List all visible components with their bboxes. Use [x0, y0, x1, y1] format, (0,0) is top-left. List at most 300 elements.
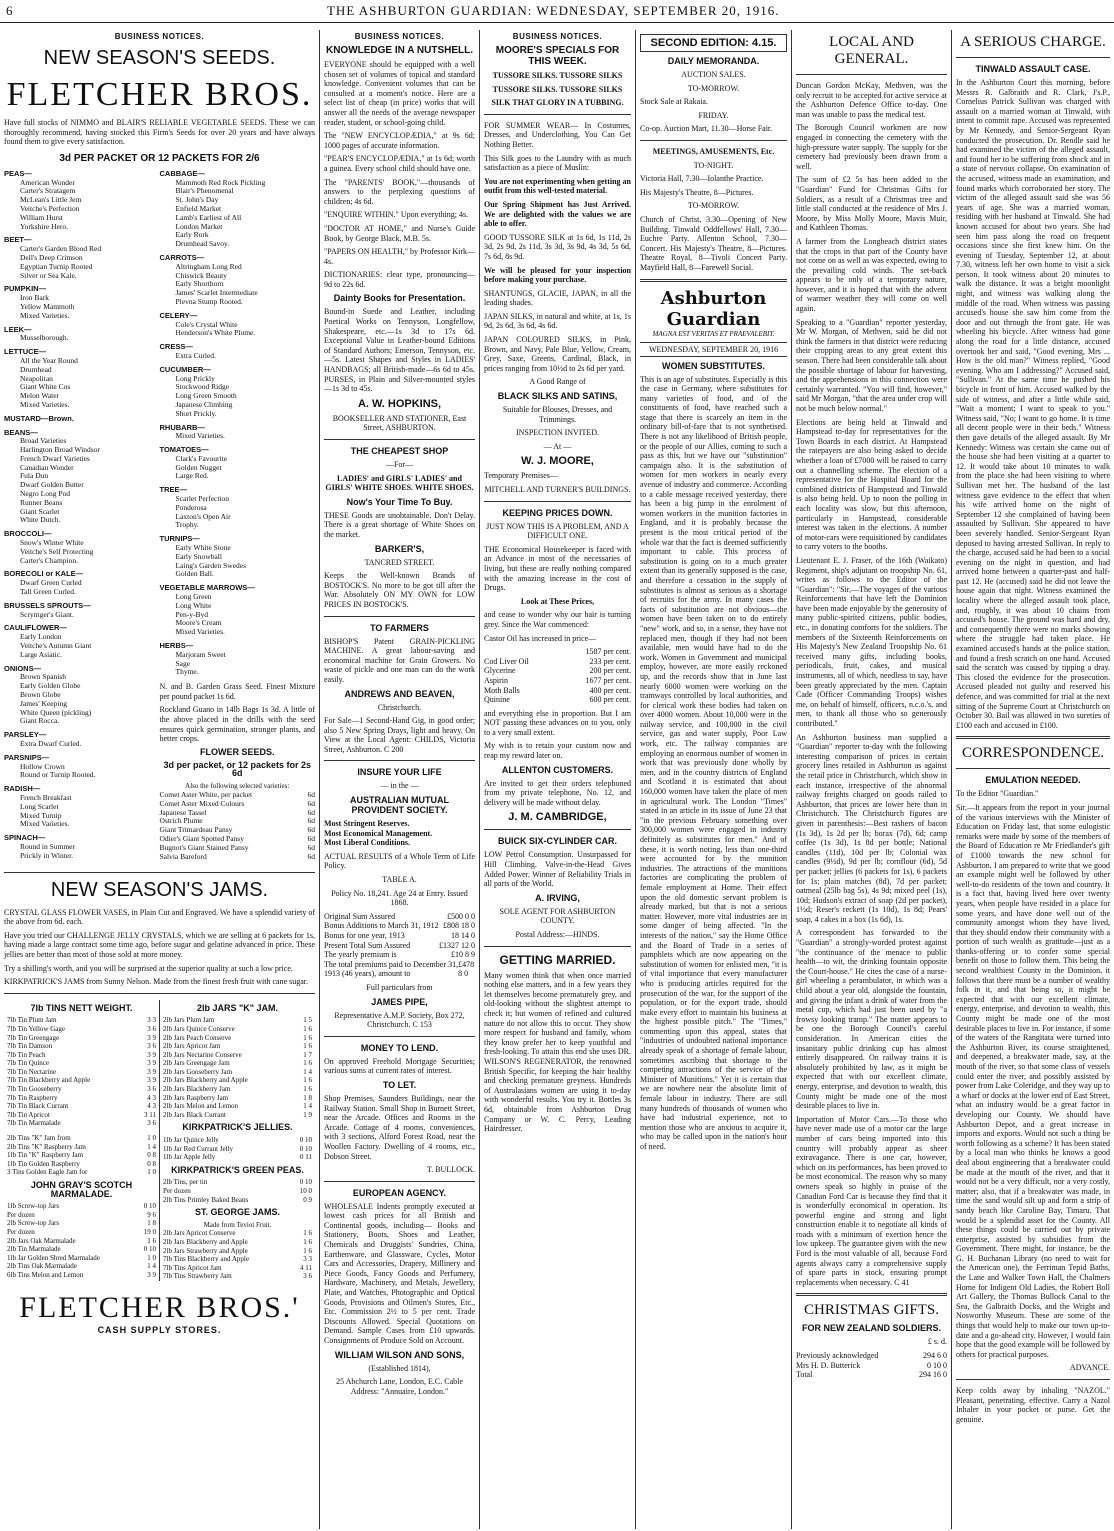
keeping-prices-text: THE Economical Housekeeper is faced with an Advance in most of the necessaries of living, but these are really nothing compared with the amazing increase in the cost of Drugs. [484, 544, 631, 593]
jams-heading: NEW SEASON'S JAMS. [50, 878, 269, 901]
column-business-3 [480, 30, 636, 1529]
seed-variety: American Wonder [20, 177, 75, 187]
seed-variety: Clark's Favourite [175, 453, 228, 463]
seed-variety: Chiswick Beauty [175, 270, 227, 280]
item-price: 3 9 [147, 1059, 156, 1068]
jam-row [163, 1042, 312, 1051]
seed-variety: Moore's Cream [175, 618, 222, 628]
seed-variety: Drumhead Savoy. [175, 239, 230, 249]
item-name: 1lb Tin Golden Raspberry [7, 1159, 80, 1168]
jelly-row [163, 1153, 312, 1162]
seed-group-name: PEAS— [4, 168, 32, 178]
item-price: 200 per cent. [589, 666, 631, 676]
jam-row [7, 1059, 156, 1068]
jars-heading: 2lb JARS "K" JAM. [196, 1002, 279, 1013]
item-price: 6d [307, 842, 315, 852]
seed-variety: James' Scarlet Intermediate [175, 288, 258, 298]
insure-results: ACTUAL RESULTS of a Whole Term of Life Policy. [324, 851, 475, 871]
insurance-row [324, 921, 475, 931]
allenton-text: Are invited to get their orders telephoned from my private telephone, No. 12, and delivery will be made without delay. [484, 778, 631, 807]
seed-variety: Early Golden Globe [20, 681, 81, 691]
item-price: 3 6 [147, 1085, 156, 1094]
nazol-ad: Keep colds away by inhaling "NAZOL." Pleasant, penetrating, effective. Carry a Nazol Inhaler in your pocket or purse. Get the genuine. [956, 1386, 1110, 1424]
item-name: Giant Trimardeau Pansy [159, 825, 233, 835]
item-name: 7lb Tin Greengage [7, 1033, 60, 1042]
wilson-est: (Established 1814), [368, 1363, 431, 1373]
victoria-line: Victoria Hall, 7.30—Iolanthe Practice. [640, 174, 764, 184]
andrews-name: ANDREWS AND BEAVEN, [344, 688, 455, 699]
flower-seed-row [160, 853, 316, 862]
keeping-prices-text: My wish is to retain your custom now and reap my reward later on. [484, 741, 631, 761]
item-price: 19 0 [143, 1227, 156, 1236]
serious-charge-heading: A SERIOUS CHARGE. [960, 34, 1106, 50]
seed-variety: Drumhead [20, 364, 52, 374]
item-name: 2lb Screw-top Jars [7, 1219, 60, 1228]
jam-row [7, 1134, 156, 1143]
item-price: 1 6 [303, 1076, 312, 1085]
wilson-name: WILLIAM WILSON AND SONS, [334, 1349, 465, 1360]
seed-variety: Extra Curled. [175, 350, 216, 360]
peas-row [163, 1178, 312, 1187]
jam-row [7, 1094, 156, 1103]
cheap-now: Now's Your Time To Buy. [346, 496, 453, 507]
knowledge-item: "PAPERS ON HEALTH," by Professor Kirk—4s. [324, 247, 475, 266]
seed-variety: Ponderosa [175, 502, 207, 512]
insure-society: AUSTRALIAN MUTUAL PROVIDENT SOCIETY. [350, 795, 449, 816]
item-name: 3 Tins Golden Eagle Jam for [7, 1168, 88, 1177]
seed-variety: Giant Rocca. [20, 716, 60, 726]
seed-variety: Short Prickly. [175, 408, 217, 418]
good-range: A Good Range of [529, 377, 586, 387]
item-price: £478 8 0 [458, 959, 475, 979]
item-name: The yearly premium is [324, 950, 397, 960]
item-name: 2lb Jars Strawberry and Apple [163, 1246, 248, 1255]
seed-group-name: CARROTS— [159, 252, 205, 262]
item-name: Original Sum Assured [324, 911, 396, 921]
item-name: 7lb Tin Quince [7, 1059, 50, 1068]
wilson-addr: 25 Abchurch Lane, London, E.C. Cable Address: "Annuaire, London." [336, 1377, 463, 1396]
jam-row [163, 1059, 312, 1068]
hopkins-name: A. W. HOPKINS, [357, 397, 442, 410]
item-name: 2lb Jars Raspberry Jam [163, 1093, 229, 1102]
item-name: 2lb Jars Oak Marmalade [7, 1236, 76, 1245]
stock-sale: Stock Sale at Rakaia. [640, 97, 708, 107]
kirkpatrick-peas-heading: KIRKPATRICK'S GREEN PEAS. [171, 1164, 304, 1175]
knowledge-item: "DOCTOR AT HOME," and Nurse's Guide Book, by George Black, M.B. 5s. [324, 223, 475, 243]
tomorrow-label: TO-MORROW. [687, 83, 740, 93]
keeping-prices-text: and cease to wonder why our hair is turning grey. Since the War commenced: [484, 610, 631, 629]
item-price: 1 4 [303, 1102, 312, 1111]
seed-variety: Prickly in Winter. [20, 850, 74, 860]
dateline: WEDNESDAY, SEPTEMBER 20, 1916 [640, 342, 787, 357]
item-name: 1lb Tin "K" Raspberry Jam [7, 1151, 84, 1160]
item-price: 4 3 [147, 1102, 156, 1111]
item-price: 3 6 [147, 1119, 156, 1128]
seed-variety: White Dutch. [20, 515, 61, 525]
item-name: 2lb Tins Oak Marmalade [7, 1262, 77, 1271]
seed-variety: Round in Summer [20, 841, 76, 851]
item-price: 1 6 [303, 1237, 312, 1246]
item-name: Japanese Tassel [159, 807, 207, 817]
seed-variety: Mixed Varieties. [20, 310, 70, 320]
seed-variety: St. John's Day [175, 195, 219, 205]
serious-charge-text: In the Ashburton Court this morning, before Messrs R. Galbraith and R. Clark, J's.P., Cornelius Patrick Sullivan was charged with assault on a married woman at Tinwald, with intent to commit rape. Accused was represented by Mr Kennedy, and Senior-Sergeant Ryan conducted the prosecution. Dr. Rendle said he had examined the victim of the alleged assault, and found her to be suffering from shock and in a state of nervous collapse. On examination of the accused, witness made an examination, and found marks which corroborated her story. The victim of the alleged assault said she was 56 years of age. She was a married woman, residing with her husband at Tinwald. She had known accused for about two years. She had seen him pass along the road on frequent occasions since she first knew him. On the evening of Tuesday, September 12, at about 7.30, witness left her own home to visit a sick person. It took witness about 20 minutes to walk the distance. It was a bright moonlight night, and witness was walking along the middle of the road. When witness was passing accused's house she saw him come from the door and out through the front gate. He was wheeling his bicycle. After witness had gone along the road for a little distance, accused overtook her and said, "Good evening, Mrs ... How is the old man?" Witness replied, "Good evening. Who am I addressing?" Accused said, "Sullivan." At the same time he pushed his bicycle in front of him. Accused walked by the side of witness, and after a little while said, "Wait a moment; I want to speak to you." Witness said, "No; I want to go home. It is time all decent people were in their beds." Witness then gave details of the alleged assault. By Mr Kennedy: Witness was certain she came out of the house she had been visiting at a quarter to 12. It would take about 10 minutes to walk from the place she had been visiting to where Sullivan met her. The husband of the last witness gave evidence to the effect that when his wife arrived home on the night of September 12 she complained of having been assaulted by Sullivan. She appeared to have been severely handled. Senior-Sergeant Ryan deposed to having arrested Sullivan. In reply to the charge, accused said he had been to a social evening on the night in question, and had arrived home between a quarter-past and half-past 12. He (accused) said he did not leave the house again that night. Witness examined the locality where the alleged assault took place, and, roughly, it was about 10 chains from accused's house. The ground was hard and dry, and consequently there were no marks showing where the struggle had taken place. He examined accused's hands at the police station, and found a fresh scratch on one hand. Accused said the scratch was caused by tipping a dray. This closed the evidence for the prosecution. Accused pleaded not guilty and reserved his defence, and was committed for trial at the next sitting of the Supreme Court at Christchurch on October 30. Bail was allowed in two sureties of £100 each and accused in £100. [956, 78, 1110, 730]
item-name: 2lb Jars Gooseberry Jam [163, 1067, 233, 1076]
seed-group [4, 754, 160, 780]
item-name: 7lb Tin Blackberry and Apple [7, 1076, 91, 1085]
item-name: Bonus Additions to March 31, 1912 [324, 921, 439, 931]
jam-row [7, 1102, 156, 1111]
marmalade-row [7, 1219, 156, 1228]
seed-variety: Long Green Smooth [175, 391, 237, 401]
andrews-sub: Christchurch. [377, 702, 422, 712]
hopkins-line: BOOKSELLER AND STATIONER, East Street, ASHBURTON. [332, 413, 467, 433]
seed-group-name: RADISH— [4, 784, 41, 794]
seed-variety: Golden Nugget [175, 462, 222, 472]
seed-group-name: CABBAGE— [159, 168, 205, 178]
item-name: 1lb Screw-top Jars [7, 1202, 60, 1211]
seed-group [160, 642, 316, 677]
married-text: Many women think that when once married nothing else matters, and in a few years they let themselves become prematurely grey, and old-looking without the slightest attempt to check it; but women of refined and cultured nature do not allow this to occur. They show more respect for husband and family, whom they know prefer her to keep youthful and fresh-looking. To attain this end she uses DR. WILSON'S REGENERATOR, the renowned British Specific, for keeping the hair healthy and checking premature greyness. Hundreds of Australasians women are using it to-day with wonderful results. You try it. Bottles 3s 6d, obtainable from Ashburton Drug Company or W. C. Percy, Leading Hairdresser. [484, 970, 631, 1134]
item-name: Odier's Giant Spotted Pansy [159, 833, 244, 843]
section-label: BUSINESS NOTICES. [114, 32, 205, 41]
insurance-point: Most Economical Management. [324, 828, 433, 838]
seed-group-name: SPINACH— [4, 833, 46, 843]
seed-variety: Melon Water [20, 391, 60, 401]
barkers-name: BARKER'S, [374, 543, 425, 554]
item-name: 1lb Jar Golden Shred Marmalade [7, 1253, 100, 1262]
item-name: 7lb Tin Nectarine [7, 1067, 56, 1076]
column-serious-charge [952, 30, 1114, 1529]
jams-paragraph: Have you tried our CHALLENGE JELLY CRYSTALS, which we are selling at 6 packets for 1s, having made a large contract some time ago, before sugar and gelatine advanced in price. These jellies are better than most of those sold at more money. [4, 930, 315, 959]
st-george-row [163, 1255, 312, 1264]
item-name: 7lb Tins Blackberry and Apple [163, 1255, 249, 1264]
seed-variety: Yellow Mammoth [20, 301, 75, 311]
seed-variety: Dwarf Golden Butter [20, 480, 84, 490]
seed-variety: Veitche's Perfection [20, 203, 80, 213]
money-heading: MONEY TO LEND. [360, 1042, 439, 1053]
letter-text: Sir,—It appears from the report in your journal of the various interviews with the Minister of Education on Friday last, that some eulogistic remarks were made by some of the members of the Board of Education re Mr Friedlander's gift of £1000 towards the new school for Ashburton. I am prepared to write that we good an example might well be followed by other well-to-do residents of the town and country. It is a fact that, having lived here over twenty years, when people have resided in a place for some years, and have done well out of the community amongst whom they have lived, that they should endow their community with a portion of such wealth as gratitude—just as a thanks-offering or to confer some special benefit on those to follow them. This being the second wealthiest County in the Dominion, it follows that there must be a number of wealthy folk in it, and that being so, it might be expected that with our excellent climate, energy, enterprise, and devotion to wealth, this County might be made one of the most desirable places to live in. For instance, if some of the waters of the Rangitata were turned into the Ashburton River, its course straightened, and deepened, a breakwater made, say, at the mouth of the river, so that some class of vessels could enter the river, and possibly assisted by power from Lake Coleridge, and they way up to a wharf or docks at the lower end of East Street, what an industry would be a great factor in developing our County. We should have Ashburton Depot, and a great increase in imports and exports. Would not such a thing be worth following as a scheme? It has been stated by a local man who thinks he knows a good deal about engineering that a breakwater could be made at the mouth of the river, and that it would not be a very difficult, nor a very costly, matter; also, that if a breakwater was made, in time the sand would silt up and form a strip of sandy beach like Caroline Bay, Timaru. That would be a splendid asset for the County. All these things could be carried out by private enterprise, assisted by subsidies from the Government. There might, for instance, be the G. H. Buchanan Library (no need to wait for the American one), the Ferriman Tepid Baths, the Lane and Walker Town Hall, the Chalmers Home for Indigent Old Ladies, the Robert Boll Art Gallery, the Thomas Bullock Canal to the Sea, the Galbraith Docks, and the Wright and Nosworthy Museum. These are some of the things that would help to make our town up-to-date and a go-ahead city. However, I would fain hope that the good example will be followed by others for practical purposes. [956, 802, 1110, 1359]
flower-seed-list [160, 791, 316, 861]
drug-price-row [484, 695, 631, 705]
seed-list-right [160, 170, 316, 866]
drug-price-row [484, 657, 631, 667]
insure-agent: JAMES PIPE, [371, 996, 428, 1007]
seed-group [4, 170, 160, 232]
item-price: £500 0 0 [447, 911, 475, 921]
local-general-paragraph: A correspondent has forwarded to the "Guardian" a strongly-worded protest against "the continuance of the menace to public health—to wit, the drinking fountain opposite the Court-house." He cites the case of a nurse-girl wheeling a perambulator, in which was a child about a year old, alongside the fountain, and giving the infant a drink of water from the metal cup, which had just been used by "a frowsy looking tramp." The matter appears to be one the Borough Council's careful consideration. In American cities the insanitary public drinking cup has almost entirely disappeared. On railway trains it is absolutely prohibited by law, as it might be expected that with our excellent climate, energy, enterprise, and devotion to wealth, this County might be made one of the most desirable places to live in. [796, 928, 947, 1111]
item-price: 0 10 [299, 1144, 312, 1153]
seed-group [160, 254, 316, 307]
st-george-row [163, 1238, 312, 1247]
seed-group [4, 348, 160, 410]
item-price: 600 per cent. [589, 695, 631, 705]
jam-list-left [4, 1000, 159, 1281]
coop-line: Co-op. Auction Mart, 11.30—Horse Fair. [640, 124, 773, 134]
insure-heading: INSURE YOUR LIFE [357, 767, 442, 778]
seed-group [160, 446, 316, 481]
newspaper-motto: MAGNA EST VERITAS ET PRAEVALEBIT. [652, 329, 775, 338]
black-silks-sub: Suitable for Blouses, Dresses, and Trimmings. [502, 405, 613, 424]
item-price: 6d [307, 851, 315, 861]
seed-variety: Extra Dwarf Curled. [20, 739, 82, 748]
seed-variety: William Hurst [20, 212, 63, 222]
seed-variety: Round or Turnip Rooted. [20, 770, 96, 780]
seed-variety: Dwarf Green Curled [20, 578, 82, 588]
seed-group [160, 535, 316, 579]
item-name: 2lb Jars Peach Conserve [163, 1033, 232, 1042]
item-name: 7lb Tins Apricot Jam [163, 1263, 222, 1272]
flower-seeds-price: 3d per packet, or 12 packets for 2s 6d [163, 759, 312, 779]
seed-group [4, 834, 160, 860]
seed-group-name: BORECOLI or KALE— [4, 569, 84, 579]
seed-variety: Marjoram Sweet [175, 649, 226, 659]
seed-group [4, 731, 160, 749]
section-label: BUSINESS NOTICES. [354, 32, 445, 41]
seed-group-name: VEGETABLE MARROWS— [159, 583, 255, 593]
item-price: 6d [307, 825, 315, 835]
marmalade-row [7, 1211, 156, 1220]
seed-variety: Scrymger's Giant. [20, 609, 74, 619]
insure-agent-sub: Representative A.M.P. Society, Box 272, Christchurch. C 153 [334, 1010, 465, 1030]
seed-variety: Long Green [175, 592, 212, 602]
item-price: 1 4 [303, 1067, 312, 1076]
insurance-row [324, 931, 475, 941]
seed-group [160, 312, 316, 338]
keeping-prices-text: and everything else in proportion. But I am NOT passing these advances on to you, only to a very small extent. [484, 708, 631, 737]
spring-shipment: Our Spring Shipment has Just Arrived. We are delighted with the values we are able to offer. [484, 199, 631, 229]
seed-list-left [4, 170, 160, 866]
item-price: 0 11 [300, 1153, 312, 1162]
seed-variety: Mixed Varieties. [20, 399, 70, 409]
good-tussore: GOOD TUSSORE SILK at 1s 6d, 1s 11d, 2s 3d, 2s 9d, 2s 11d, 3s 3d, 3s 9d, 4s 3d, 5s 6d, 7s 6d, 8s 9d. [484, 232, 631, 261]
castor-oil-line: Castor Oil has increased in price— [484, 633, 597, 643]
item-name: Bugnot's Giant Stained Pansy [159, 842, 249, 852]
item-price: 1 6 [303, 1033, 312, 1042]
item-price: 0 10 [143, 1245, 156, 1254]
jams-paragraph: Try a shilling's worth, and you will be surprised at the superior quality at such a low price. [4, 963, 293, 973]
insurance-row [324, 912, 475, 922]
st-george-row [163, 1264, 312, 1273]
seed-variety: Silver or Sea Kale. [20, 270, 77, 280]
tins-heading: 7lb TINS NETT WEIGHT. [30, 1002, 133, 1013]
insurance-row [324, 960, 475, 979]
item-name: Moth Balls [484, 685, 520, 695]
local-general-paragraph: Elections are being held at Tinwald and Hampstead to-day for representatives for the Town Boards in each district. At Hampstead the ratepayers are also being asked to decide whether a loan of £7000 will be raised to carry out a channelling scheme. The election of a representative for the Hospital Board for the combined districts of Hampstead and Tinwald is also being held. Up to noon the polling in each locality was slow, but this afternoon, particularly in Hampstead, considerable interest was taken in the elections. A number of motor-cars were requisitioned by candidates to carry voters to the booths. [796, 417, 947, 552]
st-george-row [163, 1229, 312, 1238]
item-price: 1 9 [303, 1110, 312, 1119]
item-price: £808 18 0 [443, 921, 475, 931]
kirkpatrick-jellies-heading: KIRKPATRICK'S JELLIES. [182, 1122, 293, 1133]
serious-charge-sub: TINWALD ASSAULT CASE. [975, 64, 1091, 74]
barkers-street: TANCRED STREET. [364, 557, 435, 567]
dainty-text: Bound-in Suede and Leather, including Poetical Works on Tennyson, Longfellow, Shakespeare, etc.—1s 3d to 17s 6d. Exceptional Value in Leather-bound Editions of Standard Authors; Emerson, Tennyson, etc.—5s. Latest Shapes and Styles in LADIES' HANDBAGS; all British-made—6s 6d to 45s. PURSES, in Plain and Silver-mounted styles—1s 3d to 45s. [324, 307, 475, 394]
irving-addr: Postal Address:—HINDS. [515, 930, 600, 939]
item-price: 1 0 [147, 1168, 156, 1177]
insure-in: — in the — [380, 781, 419, 791]
seed-variety: All the Year Round [20, 355, 78, 365]
jam-row [7, 1068, 156, 1077]
item-price: 3 9 [147, 1050, 156, 1059]
column-business-2 [320, 30, 480, 1529]
jam-row [163, 1068, 312, 1077]
seed-group-name: PARSLEY— [4, 730, 47, 740]
barkers-text: Keeps the Well-known Brands of BOSTOCK'S. No more to be got till after the War. Absolutely ON MY OWN for LOW PRICES IN BOSTOCK'S. [324, 571, 475, 609]
jam-row [7, 1143, 156, 1152]
item-name: 7lb Tin Black Currant [7, 1102, 69, 1111]
item-name: Aspirin [484, 675, 508, 685]
seed-group-name: BROCCOLI— [4, 529, 52, 539]
seed-group-name: CAULIFLOWER— [4, 623, 67, 633]
seeds-price-line: 3d PER PACKET OR 12 PACKETS FOR 2/6 [59, 152, 260, 164]
christmas-gift-row [796, 1351, 947, 1361]
look-prices: Look at These Prices, [520, 596, 595, 606]
seed-group [4, 602, 160, 620]
mitchell-buildings: MITCHELL AND TURNER'S BUILDINGS. [484, 485, 631, 494]
seed-group [4, 326, 160, 344]
item-price: 1 8 [303, 1093, 312, 1102]
item-price: 10 0 [299, 1187, 312, 1195]
tonight-label: TO-NIGHT. [693, 160, 734, 170]
item-price: 233 per cent. [589, 656, 631, 666]
item-name: 2lb Jars Nectarine Conserve [163, 1050, 242, 1059]
item-price: 294 6 0 [923, 1351, 947, 1361]
item-price: 1 0 [147, 1253, 156, 1262]
item-name: Ostrich Plume [159, 816, 203, 826]
cambridge-name: J. M. CAMBRIDGE, [508, 811, 607, 824]
st-george-row [163, 1247, 312, 1256]
seed-variety: Blair's Phenomenal [175, 186, 234, 196]
item-name: Salvia Bareford [159, 851, 207, 861]
insure-full: Full particulars from [366, 982, 433, 992]
st-george-heading: ST. GEORGE JAMS. [194, 1207, 281, 1218]
drug-price-row [484, 647, 631, 657]
seed-variety: Laing's Garden Swedes [175, 560, 246, 570]
drug-price-row [484, 686, 631, 696]
item-name: Per dozen [163, 1187, 191, 1195]
seed-variety: White Queen (pickling) [20, 707, 92, 717]
item-price: 1 6 [303, 1246, 312, 1255]
seed-list [4, 170, 315, 866]
seed-variety: Broad Varieties [20, 436, 67, 446]
seed-variety: Carter's Garden Blood Red [20, 244, 102, 254]
married-heading: GETTING MARRIED. [499, 952, 616, 967]
seed-group-name: PUMPKIN— [4, 284, 47, 294]
column-seeds-and-jams [0, 30, 320, 1529]
dainty-heading: Dainty Books for Presentation. [333, 293, 466, 304]
seed-variety: Lamb's Earliest of All [175, 212, 242, 222]
peas-row [163, 1187, 312, 1196]
pleased-text: We will be pleased for your inspection before making your purchase. [484, 265, 631, 285]
seed-variety: Laxton's Open Air [175, 511, 231, 521]
insurance-point: Most Liberal Conditions. [324, 838, 411, 848]
seed-variety: Negro Long Pod [20, 489, 70, 499]
seed-group-name: PARSNIPS— [4, 752, 50, 762]
john-gray-heading: JOHN GRAY'S SCOTCH MARMALADE. [30, 1180, 133, 1199]
buick-text: LOW Petrol Consumption. Unsurpassed for Hill Climbing. Valve-in-the-Head Gives Added Power. Winner of Reliability Trials in all parts of the World. [484, 850, 631, 889]
seed-group-name: MUSTARD—Brown. [4, 413, 74, 423]
seed-variety: Egyptian Turnip Rooted [20, 261, 93, 271]
local-general-paragraph: An Ashburton business man supplied a "Guardian" reporter to-day with the following interesting comparison of prices in certain grocery lines retailed in Ashburton as against the retail price in Christchurch, which show in each instance, irrespective of the abnormal railway freights charged on goods railed to Ashburton, that prices are lower here than in Christchurch. The Christchurch figures are given in parenthesis:—Best rashers of bacon (1s 3d), 1s 2d per lb; borax (7d), 6d; camp coffee (1s 3d), 1s 8d per bottle; National candles (11d), 10d per lb; Colonial wax candles (9½d), 9d per lb; cornflour (6d), 5d per packet; jellies (6 packets for 1s), 6 packets for 1s; plain matches (8d), 7d per packet; oatmeal (25lb bag 5s), 4s 9d; mixed peel (1s), 10d; Hudson's extract of soap (2d per packet), 1½d; Reser's reckett (1s 10d), 1s 8d; Pears' soap, 4 cakes in a box (1s 6d), 1s. [796, 732, 947, 924]
jam-row [7, 1025, 156, 1034]
item-price: 0 10 [143, 1202, 156, 1211]
christmas-gift-row [796, 1361, 947, 1371]
seed-variety: Mammoth Red Rock Pickling [175, 177, 266, 187]
item-name: Previously acknowledged [796, 1351, 879, 1361]
jam-row [7, 1111, 156, 1120]
local-general-heading: LOCAL AND GENERAL. [829, 34, 914, 67]
irving-name: A. IRVING, [535, 892, 580, 903]
item-name: 1lb Jar Quince Jelly [163, 1136, 219, 1145]
item-name: 7lb Tin Gooseberry [7, 1085, 62, 1094]
at-line: — At — [543, 441, 572, 451]
seed-group [4, 236, 160, 280]
item-name: 2lb Jars Melon and Lemon [163, 1102, 239, 1111]
buick-heading: BUICK SIX-CYLINDER CAR. [497, 836, 617, 847]
seed-group-name: CELERY— [159, 310, 198, 320]
item-price: 0 8 [147, 1151, 156, 1160]
item-price: 1 6 [303, 1059, 312, 1068]
seed-variety: Long White [175, 600, 212, 610]
jam-row [7, 1076, 156, 1085]
shantungs: SHANTUNGS, GLACIE, JAPAN, in all the leading shades. [484, 288, 631, 308]
jam-row [163, 1085, 312, 1094]
seed-variety: James' Keeping [20, 698, 67, 708]
seed-variety: Early White Stone [175, 543, 231, 553]
seed-variety: French Dwarf Varieties [20, 453, 90, 463]
grass-seed-note: N. and B. Garden Grass Seed. Finest Mixture per pound packet 1s 6d. [159, 682, 315, 701]
seed-variety: Japanese Climbing [175, 399, 233, 409]
local-general-paragraph: The Borough Council workmen are now engaged in connecting the cemetery with the high-pressure water supply. The supply for the cemetery had previously been drawn from a well. [796, 123, 947, 171]
seeds-heading: NEW SEASON'S SEEDS. [43, 47, 276, 69]
item-name: 7lb Tin Marmalade [7, 1119, 61, 1128]
item-price: 0 8 [147, 1159, 156, 1168]
insurance-point: Most Stringent Reserves. [324, 819, 410, 829]
item-name: 1lb Jar Red Currant Jelly [163, 1144, 233, 1153]
black-silks: BLACK SILKS AND SATINS, [497, 391, 618, 402]
jelly-row [163, 1136, 312, 1145]
farmers-text: BISHOP'S Patent GRAIN-PICKLING MACHINE. A great labour-saving and economical machine for Grain Growers. No waste of pickle and one man can do the work easily. [324, 636, 475, 684]
seed-variety: Scarlet Perfection [175, 494, 230, 504]
keeping-prices-heading: KEEPING PRICES DOWN. [502, 507, 613, 518]
item-price: 1587 per cent. [585, 647, 631, 657]
seed-group-name: RHUBARB— [159, 422, 205, 432]
jam-list-right [159, 1000, 315, 1281]
cheap-heading: THE CHEAPEST SHOP [350, 446, 449, 456]
item-name: 2lb Tins, per tin [163, 1178, 208, 1187]
item-name: Quinine [484, 695, 510, 705]
temp-premises: Temporary Premises— [484, 471, 558, 481]
seed-variety: Enfield Market [175, 203, 222, 213]
item-price: 1 4 [147, 1262, 156, 1271]
local-general-paragraph: Importation of Motor Cars.—To those who have never made use of a motor car the large number of cars being imported into this country will probably appear as sheer extravagance. There is one car, however, which on its performances, has been proved to be most economical. The reason why so many owners speak so highly in praise of the Canadian Ford Car is because they find that it is wonderfully economical in operation. Its powerful engine and strong and light construction enable it to negotiate all kinds of roads with a minimum of exertion hence the low upkeep. The guarantee given with the new Ford is the most valuable of all, because Ford agents always carry a comprehensive supply of spare parts in stock, ensuring prompt replacements when necessary. C 41 [796, 1114, 947, 1287]
item-price: 9 6 [147, 1210, 156, 1219]
jam-row [7, 1016, 156, 1025]
item-name: Glycerine [484, 666, 516, 676]
seed-group [160, 424, 316, 442]
item-price: 0 9 [303, 1195, 312, 1204]
guano-note: Rockland Guano in 14lb Bags 1s 3d. A little of the above placed in the drills with the seed ensures quick germination, stronger plants, and better crops. [159, 705, 315, 744]
item-price: 3 11 [144, 1110, 156, 1119]
item-price: 1 7 [303, 1050, 312, 1059]
local-general-paragraph: Duncan Gordon McKay, Methven, was the only recruit to be accepted for active service at the Ashburton Defence Office to-day. One man was unable to pass the medical test. [796, 81, 947, 119]
marmalade-row [7, 1271, 156, 1280]
money-text: On approved Freehold Mortgage Securities; various sums at current rates of interest. [324, 1056, 475, 1076]
seed-group [4, 570, 160, 596]
seed-group-name: TURNIPS— [159, 534, 200, 544]
euro-text: WHOLESALE Indents promptly executed at lowest cash prices for all British and Continental goods, including— Books and Stationery, Boots, Shoes and Leather, Chemicals and Druggists' Sundries, China, Earthenware, and Glassware, Cycles, Motor Cars and Accessories, Drapery, Millinery and Piece Goods, Fancy Goods and Perfumery, Hardware, Machinery, and Metals, Jewellery, Plate, and Watches, Photographic and Optical Goods, Provisions and Oilmen's Stores, Etc., Etc. Commission 2½ to 5 per cent. Trade Discounts Allowed. Special Quotations on Demand. Sample Cases from £10 upwards. Consignments of Produce Sold on Account. [324, 1201, 475, 1345]
seed-variety: Snow's Winter White [20, 538, 84, 548]
